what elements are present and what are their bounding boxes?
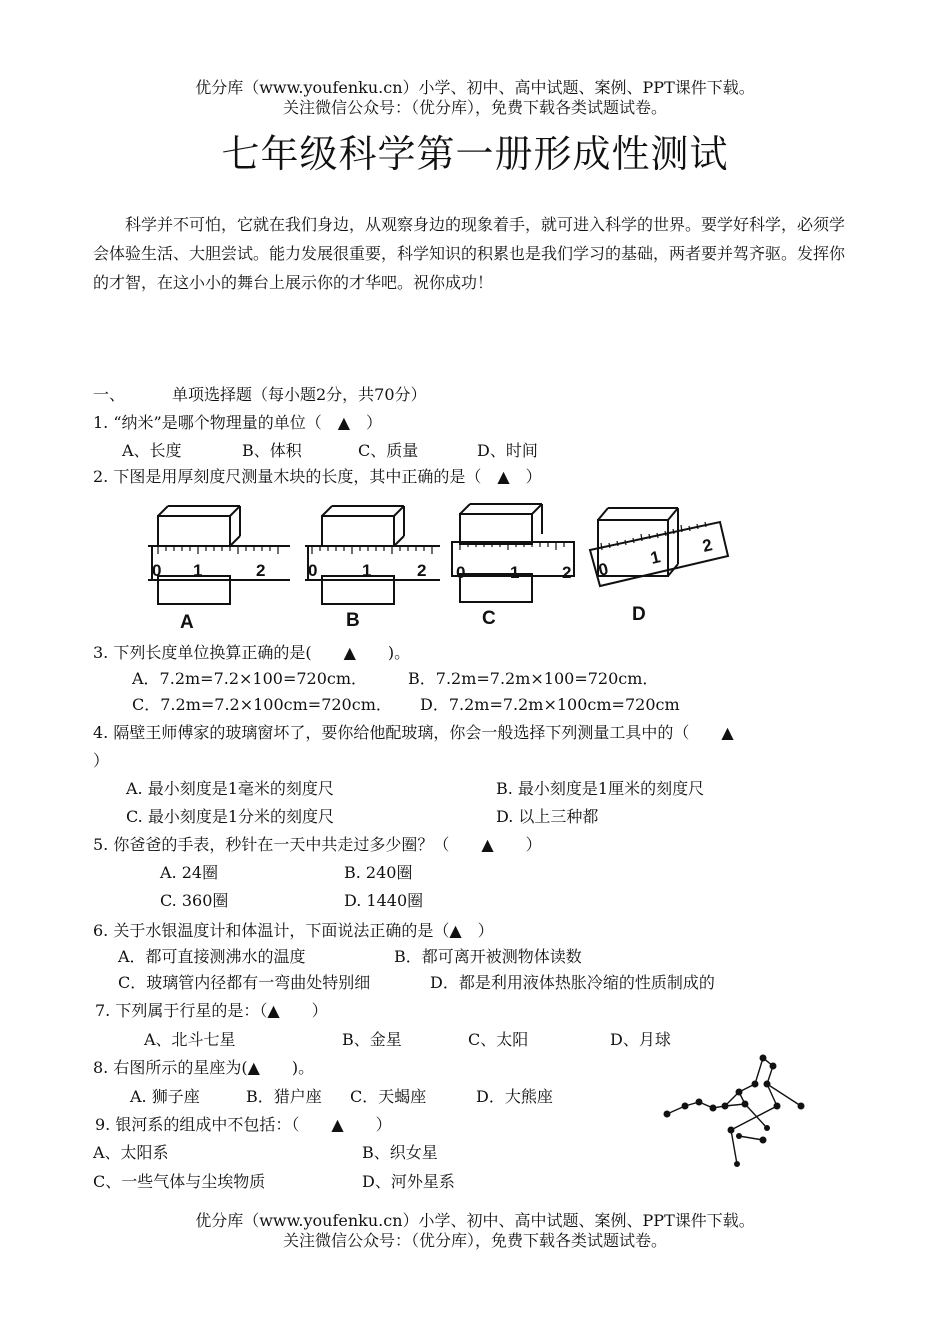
q7-stem: 7. 下列属于行星的是：（▲ ） (95, 1001, 328, 1020)
q7-option-b: B、金星 (342, 1030, 402, 1049)
q1-option-c: C、质量 (358, 441, 419, 460)
q1-option-b: B、体积 (242, 441, 302, 460)
figure-c (452, 504, 574, 602)
figure-a (148, 506, 290, 604)
q9-option-c: C、一些气体与尘埃物质 (93, 1172, 266, 1191)
section-number: 一、 (93, 385, 126, 404)
ruler-b-tick-2: 2 (417, 561, 427, 580)
q7-option-d: D、月球 (610, 1030, 671, 1049)
q8-stem: 8. 右图所示的星座为(▲ )。 (93, 1058, 315, 1077)
q2-stem: 2. 下图是用厚刻度尺测量木块的长度，其中正确的是（ ▲ ） (93, 467, 542, 486)
q8-option-a: A. 狮子座 (130, 1087, 200, 1106)
ruler-c-tick-1: 1 (510, 563, 520, 582)
q8-option-d: D．大熊座 (476, 1087, 553, 1106)
ruler-b-tick-0: 0 (308, 561, 318, 580)
page-title: 七年级科学第一册形成性测试 (221, 132, 729, 176)
q4-stem-cont: ） (93, 751, 110, 770)
q3-option-b: B．7.2m=7.2m×100=720cm． (408, 669, 659, 688)
q3-option-c: C．7.2m=7.2×100cm=720cm． (132, 695, 392, 714)
ruler-d-tick-0: 0 (596, 559, 611, 580)
q1-option-a: A、长度 (122, 441, 182, 460)
ruler-d-tick-2: 2 (700, 535, 715, 556)
q3-option-a: A．7.2m=7.2×100=720cm． (132, 669, 368, 688)
q5-option-c: C. 360圈 (160, 891, 229, 910)
q6-option-b: B．都可离开被测物体读数 (394, 947, 582, 966)
footer-line-1: 优分库（www.youfenku.cn）小学、初中、高中试题、案例、PPT课件下载。 (195, 1211, 755, 1230)
header-line-1: 优分库（www.youfenku.cn）小学、初中、高中试题、案例、PPT课件下载。 (195, 78, 755, 97)
ruler-measurement-figure (130, 498, 750, 636)
q3-option-d: D．7.2m=7.2m×100cm=720cm (420, 695, 680, 714)
q9-option-b: B、织女星 (362, 1143, 438, 1162)
constellation-figure (655, 1048, 810, 1174)
q9-option-a: A、太阳系 (93, 1143, 169, 1162)
q4-option-d: D. 以上三种都 (496, 807, 599, 826)
header-line-2: 关注微信公众号：（优分库），免费下载各类试题试卷。 (282, 98, 667, 117)
q4-option-a: A. 最小刻度是1毫米的刻度尺 (126, 779, 334, 798)
q8-option-b: B．猎户座 (246, 1087, 322, 1106)
ruler-a-tick-0: 0 (152, 561, 162, 580)
q8-option-c: C．天蝎座 (350, 1087, 427, 1106)
q9-option-d: D、河外星系 (362, 1172, 455, 1191)
q1-option-d: D、时间 (477, 441, 538, 460)
q5-option-d: D. 1440圈 (344, 891, 424, 910)
q5-stem: 5. 你爸爸的手表，秒针在一天中共走过多少圈？（ ▲ ） (93, 835, 542, 854)
q3-stem: 3. 下列长度单位换算正确的是( ▲ )。 (93, 643, 411, 662)
figure-label-d: D (632, 604, 646, 625)
q6-option-c: C．玻璃管内径都有一弯曲处特别细 (118, 973, 371, 992)
section-title: 单项选择题（每小题2分，共70分） (172, 385, 427, 404)
ruler-d-tick-1: 1 (648, 547, 663, 568)
ruler-c-tick-0: 0 (456, 563, 466, 582)
figure-label-b: B (346, 610, 360, 631)
q6-option-d: D．都是利用液体热胀冷缩的性质制成的 (430, 973, 715, 992)
figure-label-c: C (482, 608, 496, 629)
q5-option-b: B. 240圈 (344, 863, 413, 882)
figure-label-a: A (180, 612, 194, 633)
ruler-a-tick-2: 2 (256, 561, 266, 580)
q6-option-a: A．都可直接测沸水的温度 (118, 947, 306, 966)
q1-stem: 1. “纳米”是哪个物理量的单位（ ▲ ） (93, 413, 383, 432)
q5-option-a: A. 24圈 (160, 863, 219, 882)
q4-option-c: C. 最小刻度是1分米的刻度尺 (126, 807, 335, 826)
footer-line-2: 关注微信公众号：（优分库），免费下载各类试题试卷。 (282, 1231, 667, 1250)
figure-b (305, 506, 440, 604)
q9-stem: 9. 银河系的组成中不包括：（ ▲ ） (95, 1115, 392, 1134)
q6-stem: 6. 关于水银温度计和体温计，下面说法正确的是（▲ ） (93, 921, 494, 940)
ruler-a-tick-1: 1 (193, 561, 203, 580)
q7-option-a: A、北斗七星 (144, 1030, 236, 1049)
ruler-b-tick-1: 1 (362, 561, 372, 580)
q4-option-b: B. 最小刻度是1厘米的刻度尺 (496, 779, 705, 798)
q7-option-c: C、太阳 (468, 1030, 529, 1049)
q4-stem: 4. 隔壁王师傅家的玻璃窗坏了，要你给他配玻璃，你会一般选择下列测量工具中的（ ▲ (93, 723, 734, 742)
ruler-c-tick-2: 2 (562, 563, 572, 582)
intro-paragraph: 科学并不可怕，它就在我们身边，从观察身边的现象着手，就可进入科学的世界。要学好科学，必须学会体验生活、大胆尝试。能力发展很重要，科学知识的积累也是我们学习的基础，两者要并驾齐驱。发挥你的才智，在这小小的舞台上展示你的才华吧。祝你成功！ (93, 215, 846, 292)
